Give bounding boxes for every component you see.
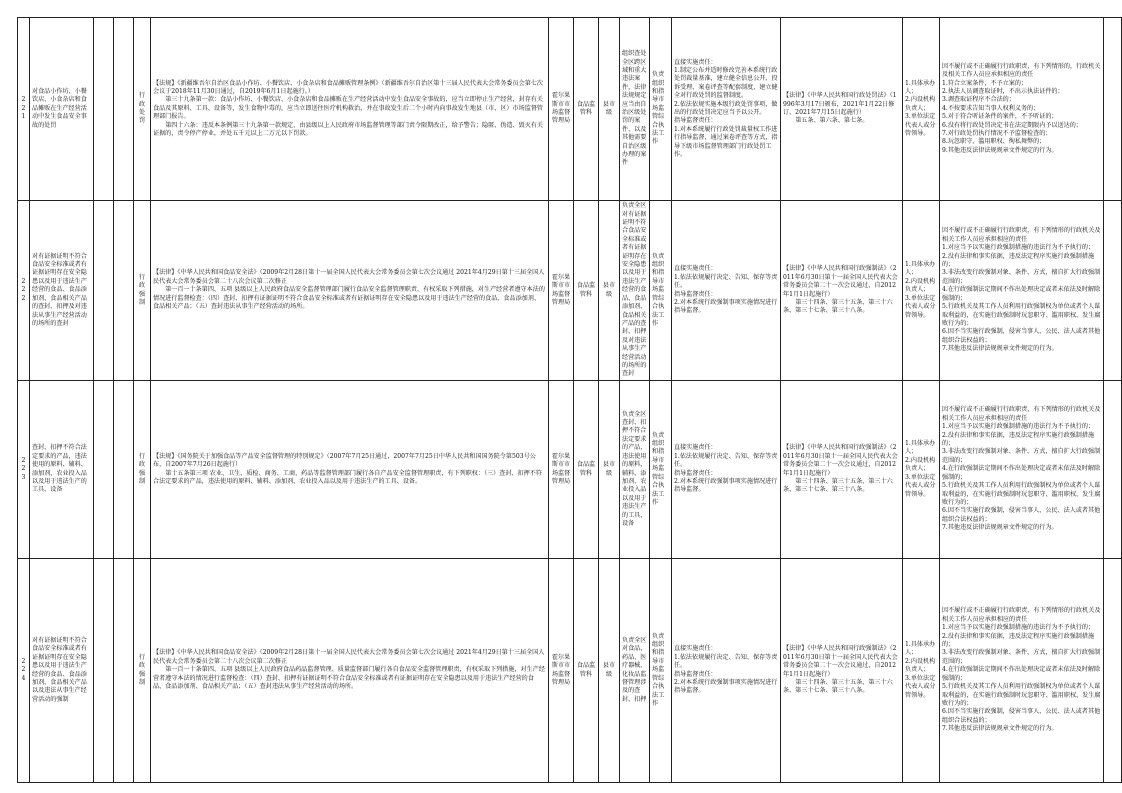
duties-cell — [672, 381, 781, 559]
level-cell: 县市级 — [599, 559, 620, 783]
subjects-line: 1.具体承办人； — [905, 261, 936, 277]
scope-cell: 负责全区查封、扣押不符合法定要求的产品，违法使用的原料、辅料、添加剂、农业投入品以及用于违法生产的工具、设备 — [620, 381, 650, 559]
liability-line: 1.对应当予以实施行政强制措施的违法行为不予执行的； — [942, 423, 1095, 431]
liability-line: 8.玩忽职守、滥用职权、徇私舞弊的； — [942, 138, 1046, 146]
liability-line: 7.其他违反法律法规规章文件规定的行为。 — [942, 725, 1058, 733]
basis-line: 第三十九条第一款：食品小作坊、小餐饮店、小食杂店和食品摊贩在生产经营活动中发生食品安全事故的，应当立即停止生产经营，封存有关食品及其原料、工具、设备等，发生食物中毒的，应当立即送往医疗机构救治，并在事故发生后二个小时内向事故发生地县（市、区）市场监督管理部门报告。 — [153, 96, 543, 121]
duties-line: 直接实施责任： — [674, 444, 717, 452]
liability-line: 5.行政机关及其工作人员利用行政强制权为单位或者个人谋取利益的，在实施行政强制时玩忽职守、滥用职权、发生腐败行为的； — [942, 482, 1101, 506]
blank-cell — [94, 381, 114, 559]
scope-cell: 组织查处全区跨区域和重大违法案件，法律法规规定应当由自治区级处罚的案件，以及其他需要自治区级办理的案件 — [620, 18, 650, 201]
liability-cell — [940, 201, 1104, 381]
liability-line: 4.不按要求告知当事人权利义务的； — [942, 104, 1040, 112]
liability-line: 4.在行政强制法定期间不作出处理决定或者未依法及时解除强制的； — [942, 465, 1101, 481]
accountability-basis-cell — [781, 18, 903, 201]
duties-line: 指导监督责任： — [674, 670, 717, 678]
blank-cell — [114, 559, 134, 783]
subjects-cell — [903, 381, 940, 559]
basis-cell — [151, 201, 549, 381]
liability-line: 3.非法改变行政强制对象、条件、方式，擅自扩大行政强制范围的； — [942, 649, 1101, 665]
remark-cell — [1104, 559, 1122, 783]
dept-cell: 霍尔果斯市市场监督管理局 — [549, 18, 574, 201]
table-body — [18, 18, 1122, 783]
liability-line: 2.没有法律和事实依据，违反法定程序实施行政强制措施的； — [942, 252, 1095, 269]
resp-office-cell: 负责组织和指导市场监管综合执法工作 — [650, 381, 672, 559]
item-name-cell: 查封、扣押不符合法定要求的产品，违法使用的原料、辅料、添加剂、农业投入品以及用于违法生产的工具、设备 — [30, 381, 94, 559]
dept-cell: 霍尔果斯市市场监督管理局 — [549, 559, 574, 783]
resp-office-cell: 负责组织和指导市场监管综合执法工作 — [650, 18, 672, 201]
subjects-line: 2.内设机构负责人； — [905, 657, 936, 674]
accountability-basis-line: 第三十四条、第三十五条、第三十六条、第三十七条、第三十八条。 — [783, 298, 893, 315]
subjects-line: 3.单位法定代表人或分管领导。 — [905, 294, 936, 319]
basis-cell — [151, 559, 549, 783]
basis-line: 【法规】《国务院关于加强食品等产品安全监督管理的特别规定》（2007年7月25日通过，2007年7月25日中华人民共和国国务院令第503号公布，自2007年7月26日起施行） — [153, 452, 536, 469]
subjects-line: 1.具体承办人； — [905, 440, 936, 456]
blank-cell — [114, 18, 134, 201]
category-cell: 行政强制 — [134, 201, 151, 381]
subjects-cell — [903, 559, 940, 783]
accountability-basis-cell — [781, 381, 903, 559]
office-cell: 食品监管科 — [574, 201, 599, 381]
category-cell: 行政处罚 — [134, 18, 151, 201]
subjects-line: 1.具体承办人； — [905, 641, 936, 657]
seq-cell: 223 — [18, 381, 30, 559]
accountability-basis-line: 【法律】《中华人民共和国行政处罚法》（1996年3月17日颁布，2021年1月22日修订，2021年7月15日起施行） — [783, 92, 897, 116]
duties-cell — [672, 201, 781, 381]
table-row — [18, 381, 1122, 559]
liability-line: 3.非法改变行政强制对象、条件、方式，擅自扩大行政强制范围的； — [942, 269, 1101, 285]
liability-line: 因不履行或不正确履行行政职责，有下列情形的行政机关及相关工作人员应承担相应的责任 — [942, 406, 1101, 422]
liability-line: 1.对应当予以实施行政强制措施的违法行为不予执行的； — [942, 624, 1095, 632]
basis-line: 【法律】《中华人民共和国食品安全法》（2009年2月28日第十一届全国人民代表大会常务委员会第七次会议通过 2021年4月29日第十三届全国人民代表大会常务委员会第二十八次会议第二次修正 — [153, 649, 545, 665]
accountability-basis-cell — [781, 201, 903, 381]
duties-line: 直接实施责任： — [674, 58, 717, 66]
duties-line: 2.对本系统行政强制事项实施情况进行指导监督。 — [674, 477, 778, 494]
liability-line: 1.对应当予以实施行政强制措施的违法行为不予执行的； — [942, 244, 1095, 252]
basis-line: 第十五条第三项 农业、卫生、质检、商务、工商、药品等监督管理部门履行各自产品安全监督管理职责，有下列职权：（三）查封、扣押不符合法定要求的产品，违法使用的原料、辅料、添加剂、农业投入品以及用于违法生产的工具、设备。 — [153, 469, 542, 485]
subjects-cell — [903, 18, 940, 201]
accountability-basis-line: 【法律】《中华人民共和国行政强制法》（2011年6月30日第十一届全国人民代表大会常务委员会第二十一次会议通过，自2012年1月1日起施行） — [783, 645, 898, 678]
liability-cell — [940, 18, 1104, 201]
office-cell: 食品监管科 — [574, 381, 599, 559]
subjects-line: 2.内设机构负责人； — [905, 456, 936, 473]
liability-line: 5.对于符合听证条件的案件，不予听证的； — [942, 113, 1058, 121]
category-cell: 行政强制 — [134, 559, 151, 783]
duties-line: 2.依法依规实施本级行政处罚事项，做出的行政处罚决定应当予以公开。 — [674, 100, 778, 116]
duties-line: 指导监督责任： — [674, 117, 717, 125]
duties-cell — [672, 18, 781, 201]
liability-line: 5.行政机关及其工作人员利用行政强制权为单位或者个人谋取利益的，在实施行政强制时玩忽职守、滥用职权、发生腐败行为的； — [942, 303, 1101, 327]
item-name-cell: 对食品小作坊、小餐饮店、小食杂店和食品摊贩在生产经营活动中发生食品安全事故的处罚 — [30, 18, 94, 201]
item-name-cell: 对有证据证明不符合食品安全标准或者有证据证明存在安全隐患以及用于违法生产经营的食品、食品添加剂、食品相关产品以及违法从事生产经营活动的强制 — [30, 559, 94, 783]
duties-line: 直接实施责任： — [674, 645, 717, 653]
blank-cell — [94, 559, 114, 783]
liability-line: 6.因不当实施行政强制，侵害当事人、公民、法人或者其他组织合法权益的； — [942, 328, 1101, 344]
duties-line: 1.对本系统履行行政处罚裁量权工作进行指导监督，通过案卷评查等方式，指导下级市场监督管理部门行政处罚工作。 — [674, 125, 778, 159]
accountability-basis-line: 【法律】《中华人民共和国行政强制法》（2011年6月30日第十一届全国人民代表大会常务委员会第二十一次会议通过，自2012年1月1日起施行） — [783, 444, 898, 477]
liability-line: 1.符合立案条件，不予立案的； — [942, 79, 1028, 87]
liability-line: 因不履行或不正确履行行政职责，有下列情形的行政机关及相关工作人员应承担相应的责任 — [942, 227, 1101, 243]
liability-line: 2.没有法律和事实依据，违反法定程序实施行政强制措施的； — [942, 632, 1095, 649]
accountability-basis-cell — [781, 559, 903, 783]
level-cell: 县市级 — [599, 381, 620, 559]
power-list-table — [17, 17, 1122, 783]
subjects-cell — [903, 201, 940, 381]
liability-line: 7.对行政处罚执行情况不予监督检查的； — [942, 130, 1052, 138]
power-list-sheet — [17, 17, 1105, 776]
subjects-line: 2.内设机构负责人； — [905, 277, 936, 294]
basis-line: 【法律】《中华人民共和国食品安全法》（2009年2月28日第十一届全国人民代表大会常务委员会第七次会议通过 2021年4月29日第十三届全国人民代表大会常务委员会第二十八次会议第二次修正 — [153, 269, 545, 285]
category-cell: 行政强制 — [134, 381, 151, 559]
liability-line: 3.非法改变行政强制对象、条件、方式，擅自扩大行政强制范围的； — [942, 448, 1101, 464]
liability-line: 5.行政机关及其工作人员利用行政强制权为单位或者个人谋取利益的，在实施行政强制时玩忽职守、滥用职权、发生腐败行为的； — [942, 683, 1101, 707]
blank-cell — [94, 18, 114, 201]
liability-line: 3.调查取证程序不合法的； — [942, 96, 1015, 104]
duties-line: 1.依法依规履行决定、告知、保存等责任。 — [674, 273, 778, 290]
basis-line: 第四十六条：违反本条例第三十九条第一款规定，由县级以上人民政府市场监督管理等部门责令限期改正，给予警告；隐匿、伪造、毁灭有关证据的，责令停产停业，并处五千元以上二万元以下罚款。 — [153, 121, 543, 138]
office-cell: 食品监管科 — [574, 559, 599, 783]
remark-cell — [1104, 18, 1122, 201]
office-cell: 食品监管科 — [574, 18, 599, 201]
liability-line: 2.没有法律和事实依据，违反法定程序实施行政强制措施的； — [942, 431, 1095, 448]
accountability-basis-line: 第三十四条、第三十五条、第三十六条、第三十七条、第三十八条。 — [783, 678, 893, 695]
scope-cell: 负责全区对食品、药品、医疗器械、化妆品监督管理涉及的查封、扣押 — [620, 559, 650, 783]
seq-cell: 222 — [18, 201, 30, 381]
duties-line: 2.对本系统行政强制事项实施情况进行指导监督。 — [674, 678, 778, 695]
dept-cell: 霍尔果斯市市场监督管理局 — [549, 381, 574, 559]
basis-cell — [151, 18, 549, 201]
liability-line: 7.其他违反法律法规规章文件规定的行为。 — [942, 524, 1058, 532]
table-row — [18, 18, 1122, 201]
remark-cell — [1104, 201, 1122, 381]
liability-line: 因不履行或不正确履行行政职责，有下列情形的行政机关及相关工作人员应承担相应的责任 — [942, 607, 1101, 623]
resp-office-cell: 负责组织和指导市场监管综合执法工作 — [650, 201, 672, 381]
liability-line: 4.在行政强制法定期间不作出处理决定或者未依法及时解除强制的； — [942, 286, 1101, 302]
liability-line: 6.因不当实施行政强制，侵害当事人、公民、法人或者其他组织合法权益的； — [942, 507, 1101, 523]
resp-office-cell: 负责组织和指导市场监管综合执法工作 — [650, 559, 672, 783]
liability-line: 6.没有将行政处罚决定书在法定期限内予以送达的； — [942, 121, 1082, 129]
scope-cell: 负责全区对有证据证明不符合食品安全标准或者有证据证明存在安全隐患以及用于违法生产经营的食品、食品添加剂、食品相关产品的查封、扣押及对违法从事生产经营活动的场所的查封 — [620, 201, 650, 381]
duties-cell — [672, 559, 781, 783]
liability-cell — [940, 559, 1104, 783]
subjects-line: 2.内设机构负责人； — [905, 96, 936, 112]
basis-line: 第一百一十条第四、五项 县级以上人民政府食品药品监督管理、质量监督部门履行各自食品安全监督管理职责，有权采取下列措施，对生产经营者遵守本法的情况进行监督检查：（四）查封、扣押有证据证明不符合食品安全标准或者有证据证明存在安全隐患以及用于违法生产经营的食品、食品添加剂、食品相关产品；（五）查封违法从事生产经营活动的场所。 — [153, 666, 545, 691]
duties-line: 1.依法依规履行决定、告知、保存等责任。 — [674, 452, 778, 469]
dept-cell: 霍尔果斯市市场监督管理局 — [549, 201, 574, 381]
duties-line: 指导监督责任： — [674, 290, 717, 298]
liability-line: 9.其他违反法律法规规章文件规定的行为。 — [942, 146, 1058, 154]
liability-line: 6.因不当实施行政强制，侵害当事人、公民、法人或者其他组织合法权益的； — [942, 708, 1101, 724]
subjects-line: 1.具体承办人； — [905, 79, 936, 95]
item-name-cell: 对有证据证明不符合食品安全标准或者有证据证明存在安全隐患以及用于违法生产经营的食品、食品添加剂、食品相关产品的查封、扣押及对违法从事生产经营活动的场所的查封 — [30, 201, 94, 381]
duties-line: 直接实施责任： — [674, 265, 717, 273]
basis-line: 第一百一十条第四、五项 县级以上人民政府食品安全监督管理部门履行食品安全监督管理职责，有权采取下列措施，对生产经营者遵守本法的情况进行监督检查：（四）查封、扣押有证据证明不符合食品安全标准或者有证据证明存在安全隐患以及用于违法生产经营的食品、食品添加剂、食品相关产品；（五）查封违法从事生产经营活动的场所。 — [153, 286, 545, 311]
table-row — [18, 559, 1122, 783]
liability-cell — [940, 381, 1104, 559]
level-cell: 县市级 — [599, 201, 620, 381]
liability-line: 7.其他违反法律法规规章文件规定的行为。 — [942, 345, 1058, 353]
accountability-basis-line: 【法律】《中华人民共和国行政强制法》（2011年6月30日第十一届全国人民代表大会常务委员会第二十一次会议通过，自2012年1月1日起施行） — [783, 265, 898, 298]
subjects-line: 3.单位法定代表人或分管领导。 — [905, 473, 936, 498]
duties-line: 指导监督责任： — [674, 469, 717, 477]
blank-cell — [114, 381, 134, 559]
basis-line: 【法规】《新疆维吾尔自治区食品小作坊、小餐饮店、小食杂店和食品摊贩管理条例》（新疆维吾尔自治区第十三届人民代表大会常务委员会第七次会议于2018年11月30日通过，自2019年6月1日起施行。） — [153, 79, 543, 95]
basis-cell — [151, 381, 549, 559]
duties-line: 1.制定公布并适时修改完善本系统行政处罚裁量基准，建立健全信息公开、投诉受理、案卷评查等配套制度，建立健全对行政处罚的监督制度。 — [674, 66, 778, 100]
duties-line: 1.依法依规履行决定、告知、保存等责任。 — [674, 653, 778, 670]
accountability-basis-line: 第五条、第六条、第七条。 — [795, 117, 869, 125]
liability-line: 因不履行或不正确履行行政职责，有下列情形的，行政机关及相关工作人员应承担相应的责任 — [942, 62, 1101, 79]
remark-cell — [1104, 381, 1122, 559]
liability-line: 2.执法人员调查取证时，不出示执法证件的； — [942, 87, 1064, 95]
subjects-line: 3.单位法定代表人或分管领导。 — [905, 113, 936, 138]
accountability-basis-line: 第三十四条、第三十五条、第三十六条、第三十七条、第三十八条。 — [783, 477, 893, 494]
blank-cell — [94, 201, 114, 381]
table-row — [18, 201, 1122, 381]
level-cell: 县市级 — [599, 18, 620, 201]
seq-cell: 224 — [18, 559, 30, 783]
liability-line: 4.在行政强制法定期间不作出处理决定或者未依法及时解除强制的； — [942, 666, 1101, 682]
duties-line: 2.对本系统行政强制事项实施情况进行指导监督。 — [674, 298, 778, 315]
seq-cell: 221 — [18, 18, 30, 201]
subjects-line: 3.单位法定代表人或分管领导。 — [905, 674, 936, 699]
blank-cell — [114, 201, 134, 381]
